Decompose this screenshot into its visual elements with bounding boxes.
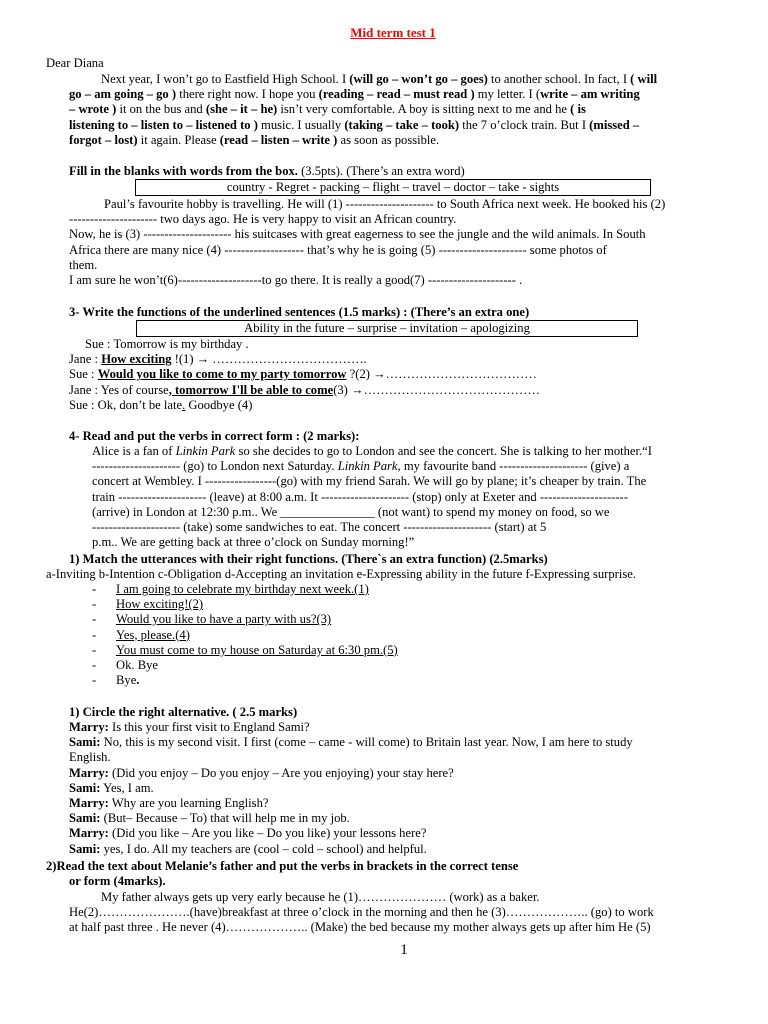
list-item: - I am going to celebrate my birthday next week.(1) <box>92 582 398 597</box>
dialogue-line: Sami: Yes, I am. <box>69 780 154 795</box>
dialogue-line: Marry: (Did you like – Are you like – Do you like) your lessons here? <box>69 826 427 841</box>
fill-text <box>69 197 741 288</box>
dialogue-line: Marry: Why are you learning English? <box>69 796 269 811</box>
melanie-line: My father always gets up very early because he (1)………………… (work) as a baker. <box>101 890 540 904</box>
dialogue-line: Sue : Tomorrow is my birthday . <box>85 337 249 351</box>
melanie-text <box>69 890 741 936</box>
circle-heading: 1) Circle the right alternative. ( 2.5 marks) <box>69 705 298 719</box>
verbs-line: Alice is a fan of Linkin Park so she decides to go to London and see the concert. She is talking to her mother.“I <box>92 444 652 458</box>
fill-line: Paul’s favourite hobby is travelling. He will (1) --------------------- to South Africa next week. He booked his (2) <box>104 197 666 211</box>
page-title: Mid term test 1 <box>350 25 436 40</box>
match-list <box>92 582 398 688</box>
list-item: - Would you like to have a party with us?(3) <box>92 612 398 627</box>
fill-word-box: country - Regret - packing – flight – travel – doctor – take - sights <box>135 179 651 196</box>
page-number: 1 <box>400 942 408 958</box>
letter-line: forgot – lost) it again. Please (read – listen – write ) as soon as possible. <box>69 132 440 147</box>
functions-box: Ability in the future – surprise – invitation – apologizing <box>136 320 638 337</box>
list-item: - You must come to my house on Saturday at 6:30 pm.(5) <box>92 643 398 658</box>
fill-heading: Fill in the blanks with words from the box. (3.5pts). (There’s an extra word) <box>69 164 465 178</box>
melanie-heading: 2)Read the text about Melanie’s father and put the verbs in brackets in the correct tense <box>46 859 519 873</box>
fill-line: them. <box>69 257 98 272</box>
match-heading: 1) Match the utterances with their right functions. (There`s an extra function) (2.5marks) <box>69 552 548 566</box>
match-options: a-Inviting b-Intention c-Obligation d-Accepting an invitation e-Expressing ability in the future f-Expressing surprise. <box>46 567 637 581</box>
letter-line: Next year, I won’t go to Eastfield High School. I (will go – won’t go – goes) to another school. In fact, I ( will <box>101 72 658 86</box>
fill-line: I am sure he won’t(6)--------------------to go there. It is really a good(7) --------------------- . <box>69 273 523 288</box>
list-item: - Ok. Bye <box>92 658 398 673</box>
verbs-line: --------------------- (take) some sandwiches to eat. The concert --------------------- (start) at 5 <box>92 520 547 535</box>
dialogue-line: Sami: (But– Because – To) that will help me in my job. <box>69 811 350 826</box>
verbs-heading: 4- Read and put the verbs in correct form : (2 marks): <box>69 429 360 443</box>
verbs-line: concert at Wembley. I -----------------(go) with my friend Sarah. We will go by plane; it’s cheaper by train. The <box>92 474 647 489</box>
dialogue-line: Sue : Would you like to come to my party tomorrow ?(2) →……………………………… <box>69 367 537 382</box>
letter-body <box>69 72 741 148</box>
verbs-line: train --------------------- (leave) at 8:00 a.m. It --------------------- (stop) only at Exeter and --------------------- <box>92 489 628 504</box>
list-item: - Bye. <box>92 673 398 688</box>
dialogue-line: Sami: yes, I do. All my teachers are (cool – cold – school) and helpful. <box>69 841 427 856</box>
functions-dialogue <box>69 337 741 413</box>
fill-line: Now, he is (3) --------------------- his suitcases with great eagerness to see the jungle and the wild animals. In South <box>69 227 646 242</box>
list-item: - How exciting!(2) <box>92 597 398 612</box>
verbs-line: --------------------- (go) to London next Saturday. Linkin Park, my favourite band --------------------- (give) a <box>92 459 630 474</box>
dialogue-line: Jane : Yes of course, tomorrow I'll be able to come(3) →…………………………………… <box>69 382 540 397</box>
fill-line: Africa there are many nice (4) ------------------- that’s why he is going (5) --------------------- some photos of <box>69 242 607 257</box>
verbs-line: p.m.. We are getting back at three o’clock on Sunday morning!” <box>92 535 415 550</box>
letter-line: – wrote ) it on the bus and (she – it – he) isn’t very comfortable. A boy is sitting next to me and he ( is <box>69 102 586 117</box>
verbs-line: (arrive) in London at 12:30 p.m.. We _______________ (not want) to spend my money on food, so we <box>92 504 610 519</box>
melanie-line: He(2)………………….(have)breakfast at three o’clock in the morning and then he (3)……………….. (go) to work <box>69 905 654 920</box>
verbs-text <box>92 444 741 550</box>
melanie-heading-cont: or form (4marks). <box>69 874 166 888</box>
dialogue-line: English. <box>69 750 111 765</box>
dialogue-line: Sami: No, this is my second visit. I first (come – came - will come) to Britain last year. Now, I am here to study <box>69 735 633 750</box>
circle-dialogue <box>69 720 741 857</box>
fill-line: --------------------- two days ago. He is very happy to visit an African country. <box>69 212 457 227</box>
melanie-line: at half past three . He never (4)……………….. (Make) the bed because my mother always gets up after him He (5) <box>69 920 651 935</box>
dialogue-line: Sue : Ok, don’t be late. Goodbye (4) <box>69 397 253 412</box>
letter-line: go – am going – go ) there right now. I hope you (reading – read – must read ) my letter. I (write – am writing <box>69 87 640 102</box>
letter-line: listening to – listen to – listened to ) music. I usually (taking – take – took) the 7 o’clock train. But I (missed – <box>69 117 640 132</box>
letter-salutation: Dear Diana <box>46 56 104 70</box>
dialogue-line: Jane : How exciting !(1) → ………………………………. <box>69 352 367 367</box>
dialogue-line: Marry: (Did you enjoy – Do you enjoy – Are you enjoying) your stay here? <box>69 765 454 780</box>
list-item: - Yes, please.(4) <box>92 628 398 643</box>
functions-heading: 3- Write the functions of the underlined sentences (1.5 marks) : (There’s an extra one) <box>69 305 530 319</box>
dialogue-line: Marry: Is this your first visit to England Sami? <box>69 720 310 734</box>
